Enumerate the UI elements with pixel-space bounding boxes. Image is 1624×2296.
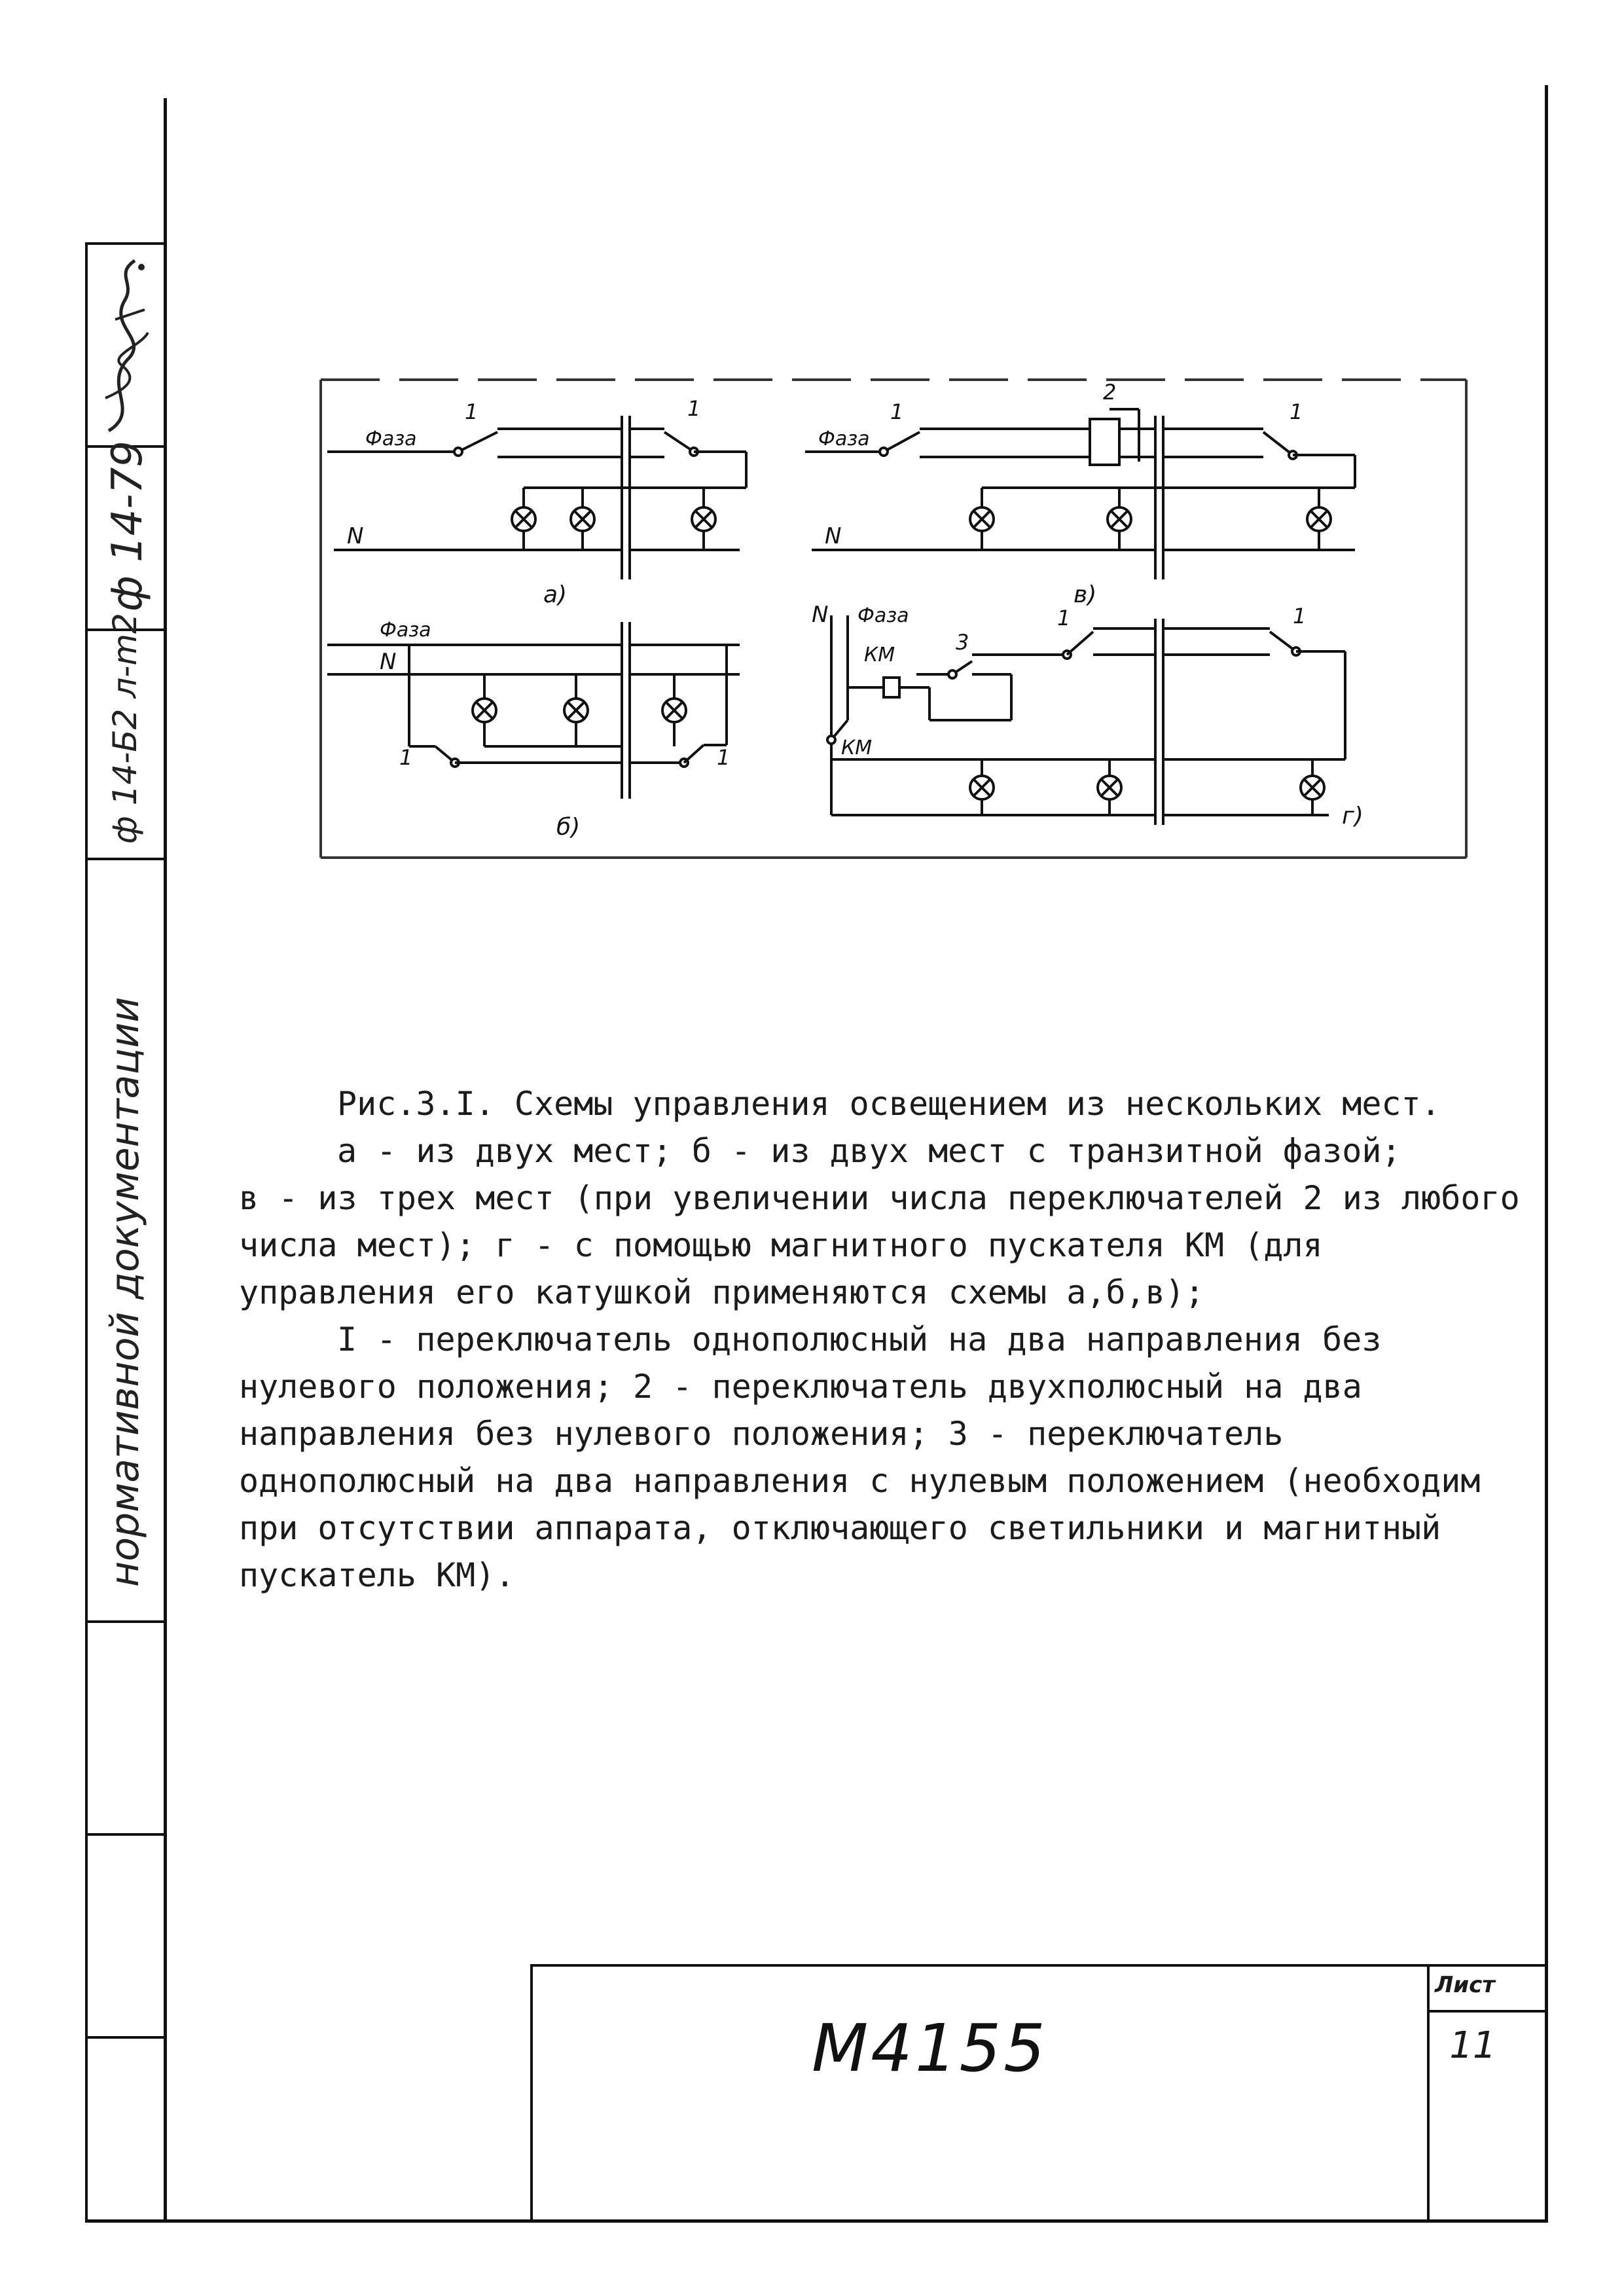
caption-line-2: в - из трех мест (при увеличении числа переключателей 2 из любого числа мест); г - с помощью магнитного пускателя КМ (для управления его катушкой применяются схемы а,б,в); [239,1179,1520,1311]
label-n-a: N [347,523,364,549]
label-switch-1-a: 1 [465,399,478,424]
label-switch-3-g: 3 [956,630,969,655]
diagram-g-lamps [970,759,1324,815]
label-km-contact: КМ [841,737,873,759]
stamp-left-line [530,1964,533,2223]
stamp-top-line [530,1964,1548,1967]
label-n-g: N [812,602,829,628]
label-switch-1-g-right: 1 [1293,604,1307,629]
strip-divider [85,1833,167,1836]
label-switch-1-g: 1 [1057,606,1071,630]
label-km-coil: КМ [864,644,895,666]
label-faza-b: Фаза [380,619,431,642]
stamp-sheet-number: 11 [1449,2024,1496,2067]
label-switch-2-v: 2 [1103,380,1117,405]
label-diagram-a: а) [543,581,568,608]
label-switch-1-b-right: 1 [717,745,731,770]
label-diagram-b: б) [556,814,581,841]
caption-title: Рис.3.I. Схемы управления освещением из нескольких мест. [337,1085,1441,1123]
circuit-figure [308,354,1473,864]
label-faza-g: Фаза [857,604,909,627]
label-switch-1-v-right: 1 [1290,399,1303,424]
label-n-b: N [380,649,397,675]
stamp-sheet-divider [1427,1964,1430,2223]
label-switch-1-v: 1 [890,399,904,424]
label-switch-1-b: 1 [399,745,413,770]
caption-line-1: а - из двух мест; б - из двух мест с транзитной фазой; [337,1132,1401,1170]
label-faza-v: Фаза [818,428,870,450]
strip-divider [85,1620,167,1623]
frame-bottom-border [85,2219,1548,2223]
stamp-sheet-hline [1427,2010,1548,2013]
label-diagram-g: г) [1342,803,1363,829]
diagram-b-lamps [473,674,686,746]
diagram-g [827,615,1345,825]
label-n-v: N [825,523,842,549]
figure-caption [239,1080,1522,1599]
signature-image [89,247,162,441]
strip-code-1: ф 14-Б2 л-m2 [106,613,144,844]
diagram-v [805,409,1355,579]
stamp-sheet-label: Лист [1435,1972,1495,1998]
strip-cell-title [89,860,165,1620]
diagram-v-lamps [970,488,1331,550]
stamp-document-code: М4155 [812,2010,1048,2086]
strip-cell-code-2 [89,440,165,626]
strip-divider [85,2036,167,2039]
frame-right-border [1545,85,1548,2223]
diagram-a-lamps [512,488,715,550]
label-switch-1-a-right: 1 [687,396,701,421]
strip-title: нормативной документации [102,996,148,1587]
strip-code-2: ф 14-79 [103,440,152,611]
strip-outer-line [85,242,88,2223]
strip-divider [85,242,167,245]
strip-cell-code-1 [89,613,165,855]
caption-legend: I - переключатель однополюсный на два направления без нулевого положения; 2 - переключатель двухполюсный на два направления без нулевого положения; 3 - переключатель однополюсный на два направления с нулевым положением (необходим при отсутствии аппарата, отключающего светильники и магнитный пускатель КМ). [239,1321,1481,1594]
label-diagram-v: в) [1074,581,1097,608]
label-faza-a: Фаза [365,428,417,450]
